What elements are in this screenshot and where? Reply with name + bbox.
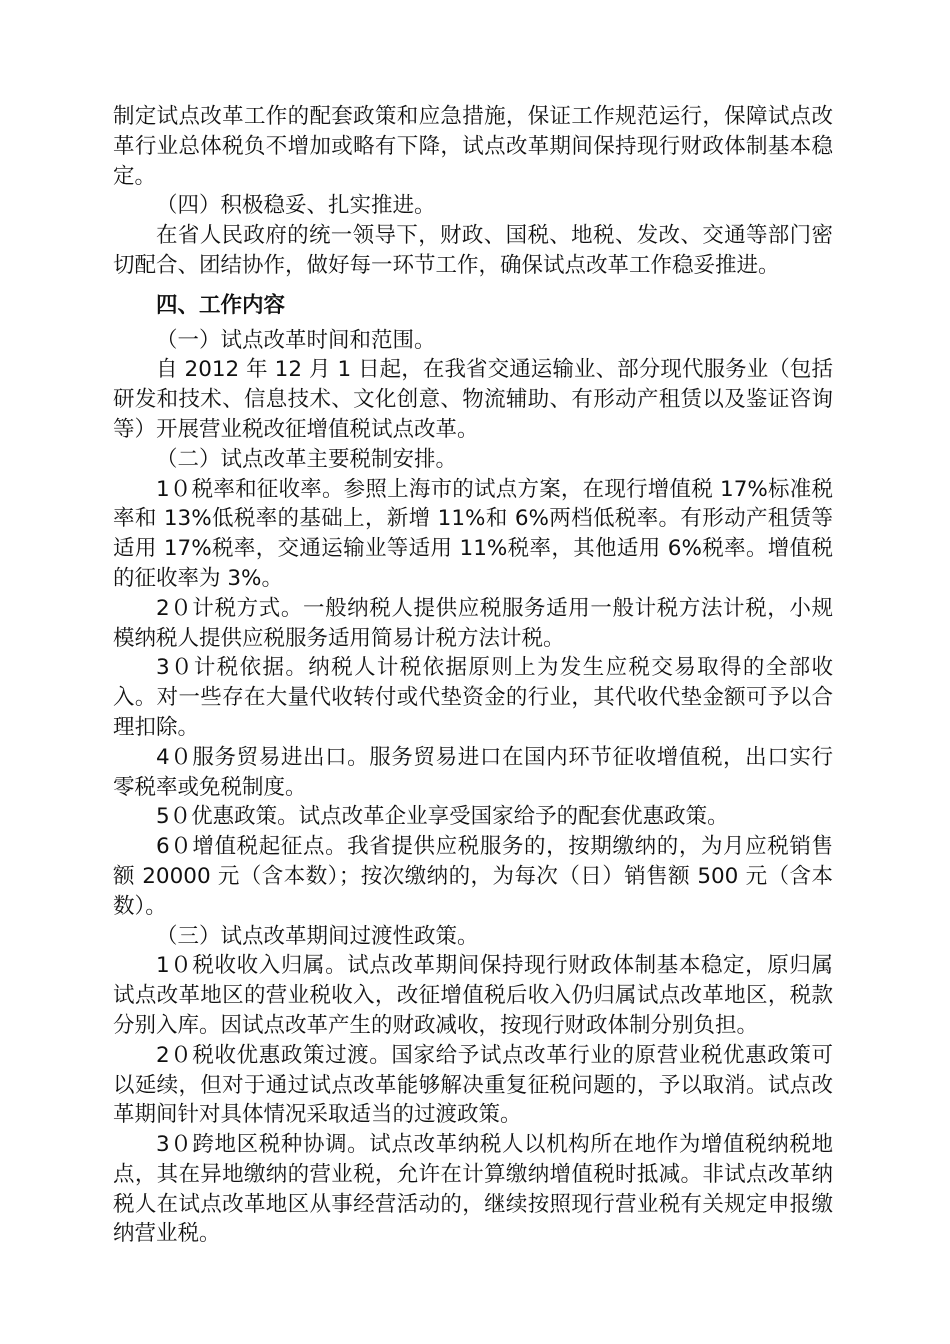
- section-heading-3: （三）试点改革期间过渡性政策。: [156, 923, 479, 949]
- item-tax-basis: 3０计税依据。纳税人计税依据原则上为发生应税交易取得的全部收入。对一些存在大量代收转付或代垫资金的行业，其代收代垫金额可予以合理扣除。: [113, 655, 833, 740]
- paragraph-scope: 自 2012 年 12 月 1 日起，在我省交通运输业、部分现代服务业（包括研发和技术、信息技术、文化创意、物流辅助、有形动产租赁以及鉴证咨询等）开展营业税改征增值税试点改革。: [113, 357, 833, 442]
- chapter-heading: 四、工作内容: [156, 292, 286, 318]
- item-tax-method: 2０计税方式。一般纳税人提供应税服务适用一般计税方法计税，小规模纳税人提供应税服务适用简易计税方法计税。: [113, 595, 833, 651]
- item-tax-rate: 1０税率和征收率。参照上海市的试点方案，在现行增值税 17%标准税率和 13%低税率的基础上，新增 11%和 6%两档低税率。有形动产租赁等适用 17%税率，交通运输业等适用 11%税率，其他适用 6%税率。增值税的征收率为 3%。: [113, 476, 833, 591]
- item-cross-region: 3０跨地区税种协调。试点改革纳税人以机构所在地作为增值税纳税地点，其在异地缴纳的营业税，允许在计算缴纳增值税时抵减。非试点改革纳税人在试点改革地区从事经营活动的，继续按照现行营业税有关规定申报缴纳营业税。: [113, 1132, 833, 1247]
- item-revenue: 1０税收收入归属。试点改革期间保持现行财政体制基本稳定，原归属试点改革地区的营业税收入，改征增值税后收入仍归属试点改革地区，税款分别入库。因试点改革产生的财政减收，按现行财政体制分别负担。: [113, 953, 833, 1038]
- document-page: [113, 102, 833, 1249]
- section-heading-2: （二）试点改革主要税制安排。: [156, 446, 458, 472]
- section-heading-4: （四）积极稳妥、扎实推进。: [156, 193, 436, 219]
- item-threshold: 6０增值税起征点。我省提供应税服务的，按期缴纳的，为月应税销售额 20000 元（含本数）；按次缴纳的，为每次（日）销售额 500 元（含本数）。: [113, 834, 833, 919]
- item-service-trade: 4０服务贸易进出口。服务贸易进口在国内环节征收增值税，出口实行零税率或免税制度。: [113, 744, 833, 800]
- section-heading-1: （一）试点改革时间和范围。: [156, 327, 436, 353]
- item-preferential: 5０优惠政策。试点改革企业享受国家给予的配套优惠政策。: [156, 804, 729, 830]
- paragraph-2: 在省人民政府的统一领导下，财政、国税、地税、发改、交通等部门密切配合、团结协作，做好每一环节工作，确保试点改革工作稳妥推进。: [113, 223, 833, 278]
- paragraph-1: 制定试点改革工作的配套政策和应急措施，保证工作规范运行，保障试点改革行业总体税负不增加或略有下降，试点改革期间保持现行财政体制基本稳定。: [113, 104, 833, 189]
- item-transition: 2０税收优惠政策过渡。国家给予试点改革行业的原营业税优惠政策可以延续，但对于通过试点改革能够解决重复征税问题的，予以取消。试点改革期间针对具体情况采取适当的过渡政策。: [113, 1042, 833, 1128]
